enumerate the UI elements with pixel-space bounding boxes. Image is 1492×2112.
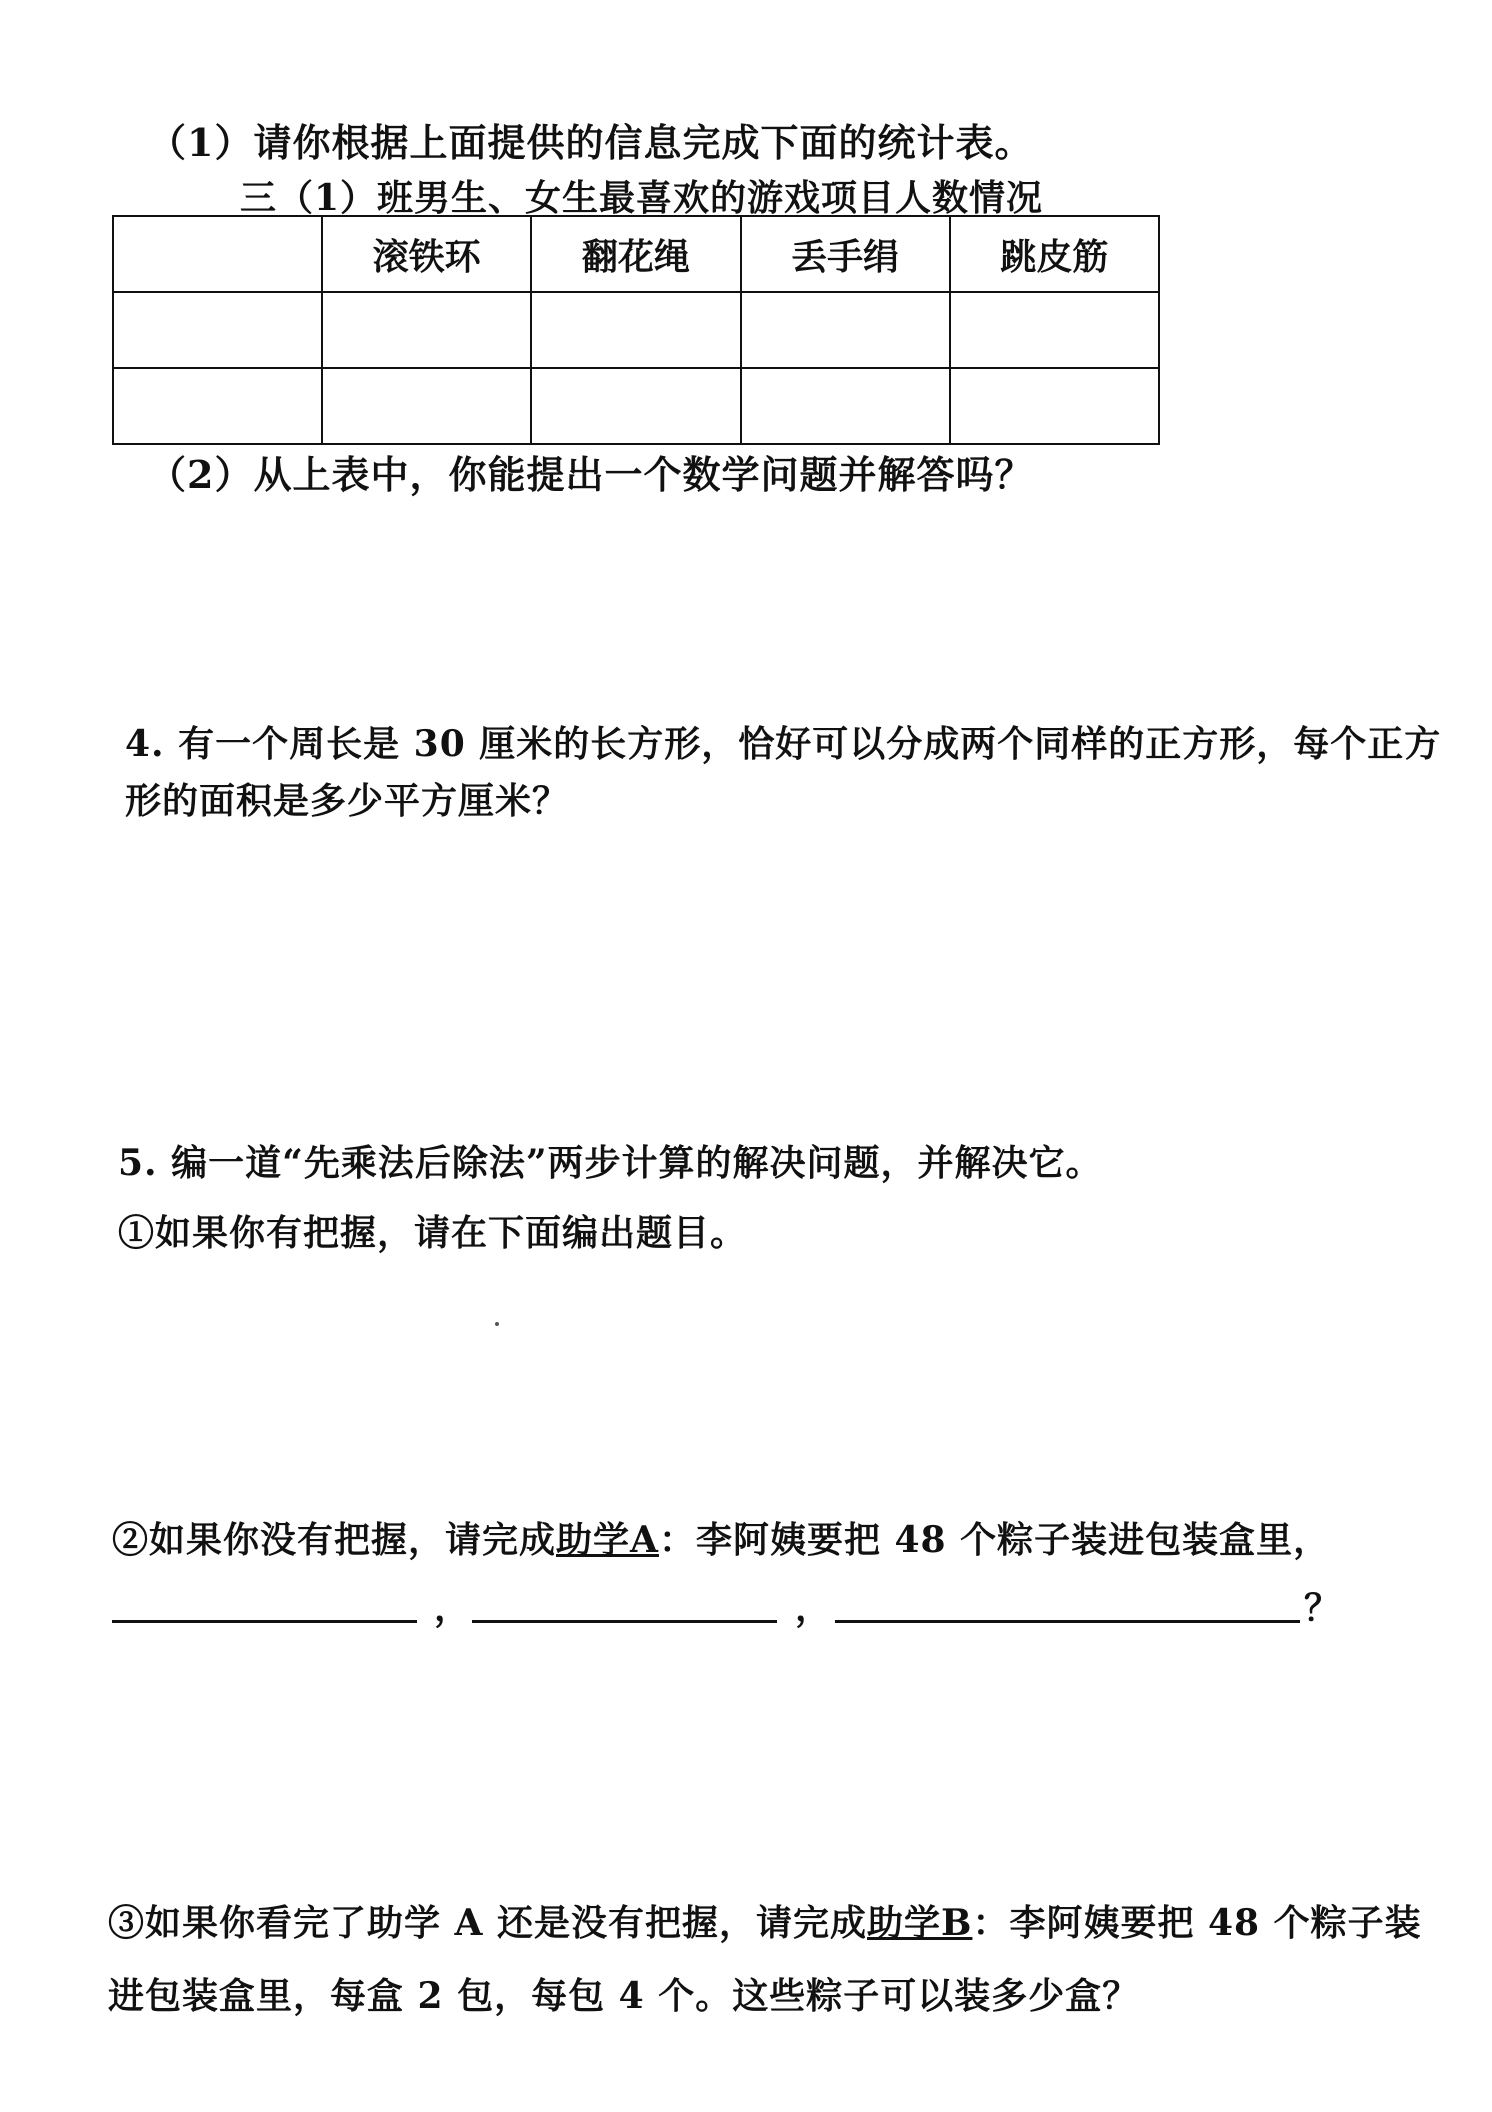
table-cell[interactable] bbox=[531, 292, 740, 368]
q5-option2 bbox=[112, 1512, 1330, 1563]
blank-separator-2: ， bbox=[795, 1587, 832, 1629]
q5-option3-line2: 进包装盒里，每盒 2 包，每包 4 个。这些粽子可以装多少盒？ bbox=[108, 1975, 1140, 2017]
q3-part2: （2）从上表中，你能提出一个数学问题并解答吗？ bbox=[148, 452, 1034, 497]
q5-option2-prefix: ②如果你没有把握，请完成 bbox=[112, 1519, 557, 1561]
table-row bbox=[113, 368, 1159, 444]
q5-option3-prefix: ③如果你看完了助学 A 还是没有把握，请完成 bbox=[108, 1902, 867, 1944]
stray-dot bbox=[495, 1322, 499, 1326]
table-header-cell bbox=[113, 216, 322, 292]
table-cell[interactable] bbox=[950, 292, 1159, 368]
table-header-cell: 翻花绳 bbox=[531, 216, 740, 292]
q5-option1: ①如果你有把握，请在下面编出题目。 bbox=[118, 1212, 748, 1254]
table-row bbox=[113, 292, 1159, 368]
table-cell[interactable] bbox=[531, 368, 740, 444]
table-cell[interactable] bbox=[322, 292, 531, 368]
q5-option2-suffix: ：李阿姨要把 48 个粽子装进包装盒里， bbox=[658, 1519, 1331, 1561]
table-cell[interactable] bbox=[322, 368, 531, 444]
statistics-table bbox=[112, 215, 1160, 445]
table-cell[interactable] bbox=[113, 368, 322, 444]
q4-line1: 4. 有一个周长是 30 厘米的长方形，恰好可以分成两个同样的正方形，每个正方 bbox=[125, 723, 1442, 765]
q4-line2: 形的面积是多少平方厘米？ bbox=[125, 780, 570, 822]
helper-a-link: 助学A bbox=[556, 1519, 659, 1561]
blank-question-mark: ？ bbox=[1304, 1587, 1341, 1629]
q5-option3-suffix: ：李阿姨要把 48 个粽子装 bbox=[972, 1902, 1422, 1944]
table-cell[interactable] bbox=[113, 292, 322, 368]
q5-title: 5. 编一道“先乘法后除法”两步计算的解决问题，并解决它。 bbox=[118, 1142, 1103, 1184]
table-cell[interactable] bbox=[950, 368, 1159, 444]
answer-blank-2[interactable] bbox=[472, 1620, 777, 1623]
answer-blank-1[interactable] bbox=[112, 1620, 417, 1623]
table-header-cell: 跳皮筋 bbox=[950, 216, 1159, 292]
table-cell[interactable] bbox=[741, 292, 950, 368]
table-title: 三（1）班男生、女生最喜欢的游戏项目人数情况 bbox=[240, 177, 1044, 219]
table-header-cell: 丢手绢 bbox=[741, 216, 950, 292]
q3-part1: （1）请你根据上面提供的信息完成下面的统计表。 bbox=[148, 120, 1034, 165]
answer-blank-3[interactable] bbox=[835, 1620, 1300, 1623]
q5-option3 bbox=[108, 1895, 1422, 1946]
table-cell[interactable] bbox=[741, 368, 950, 444]
table-header-cell: 滚铁环 bbox=[322, 216, 531, 292]
helper-b-link: 助学B bbox=[867, 1902, 973, 1944]
table-header-row bbox=[113, 216, 1159, 292]
blank-separator-1: ， bbox=[434, 1587, 471, 1629]
